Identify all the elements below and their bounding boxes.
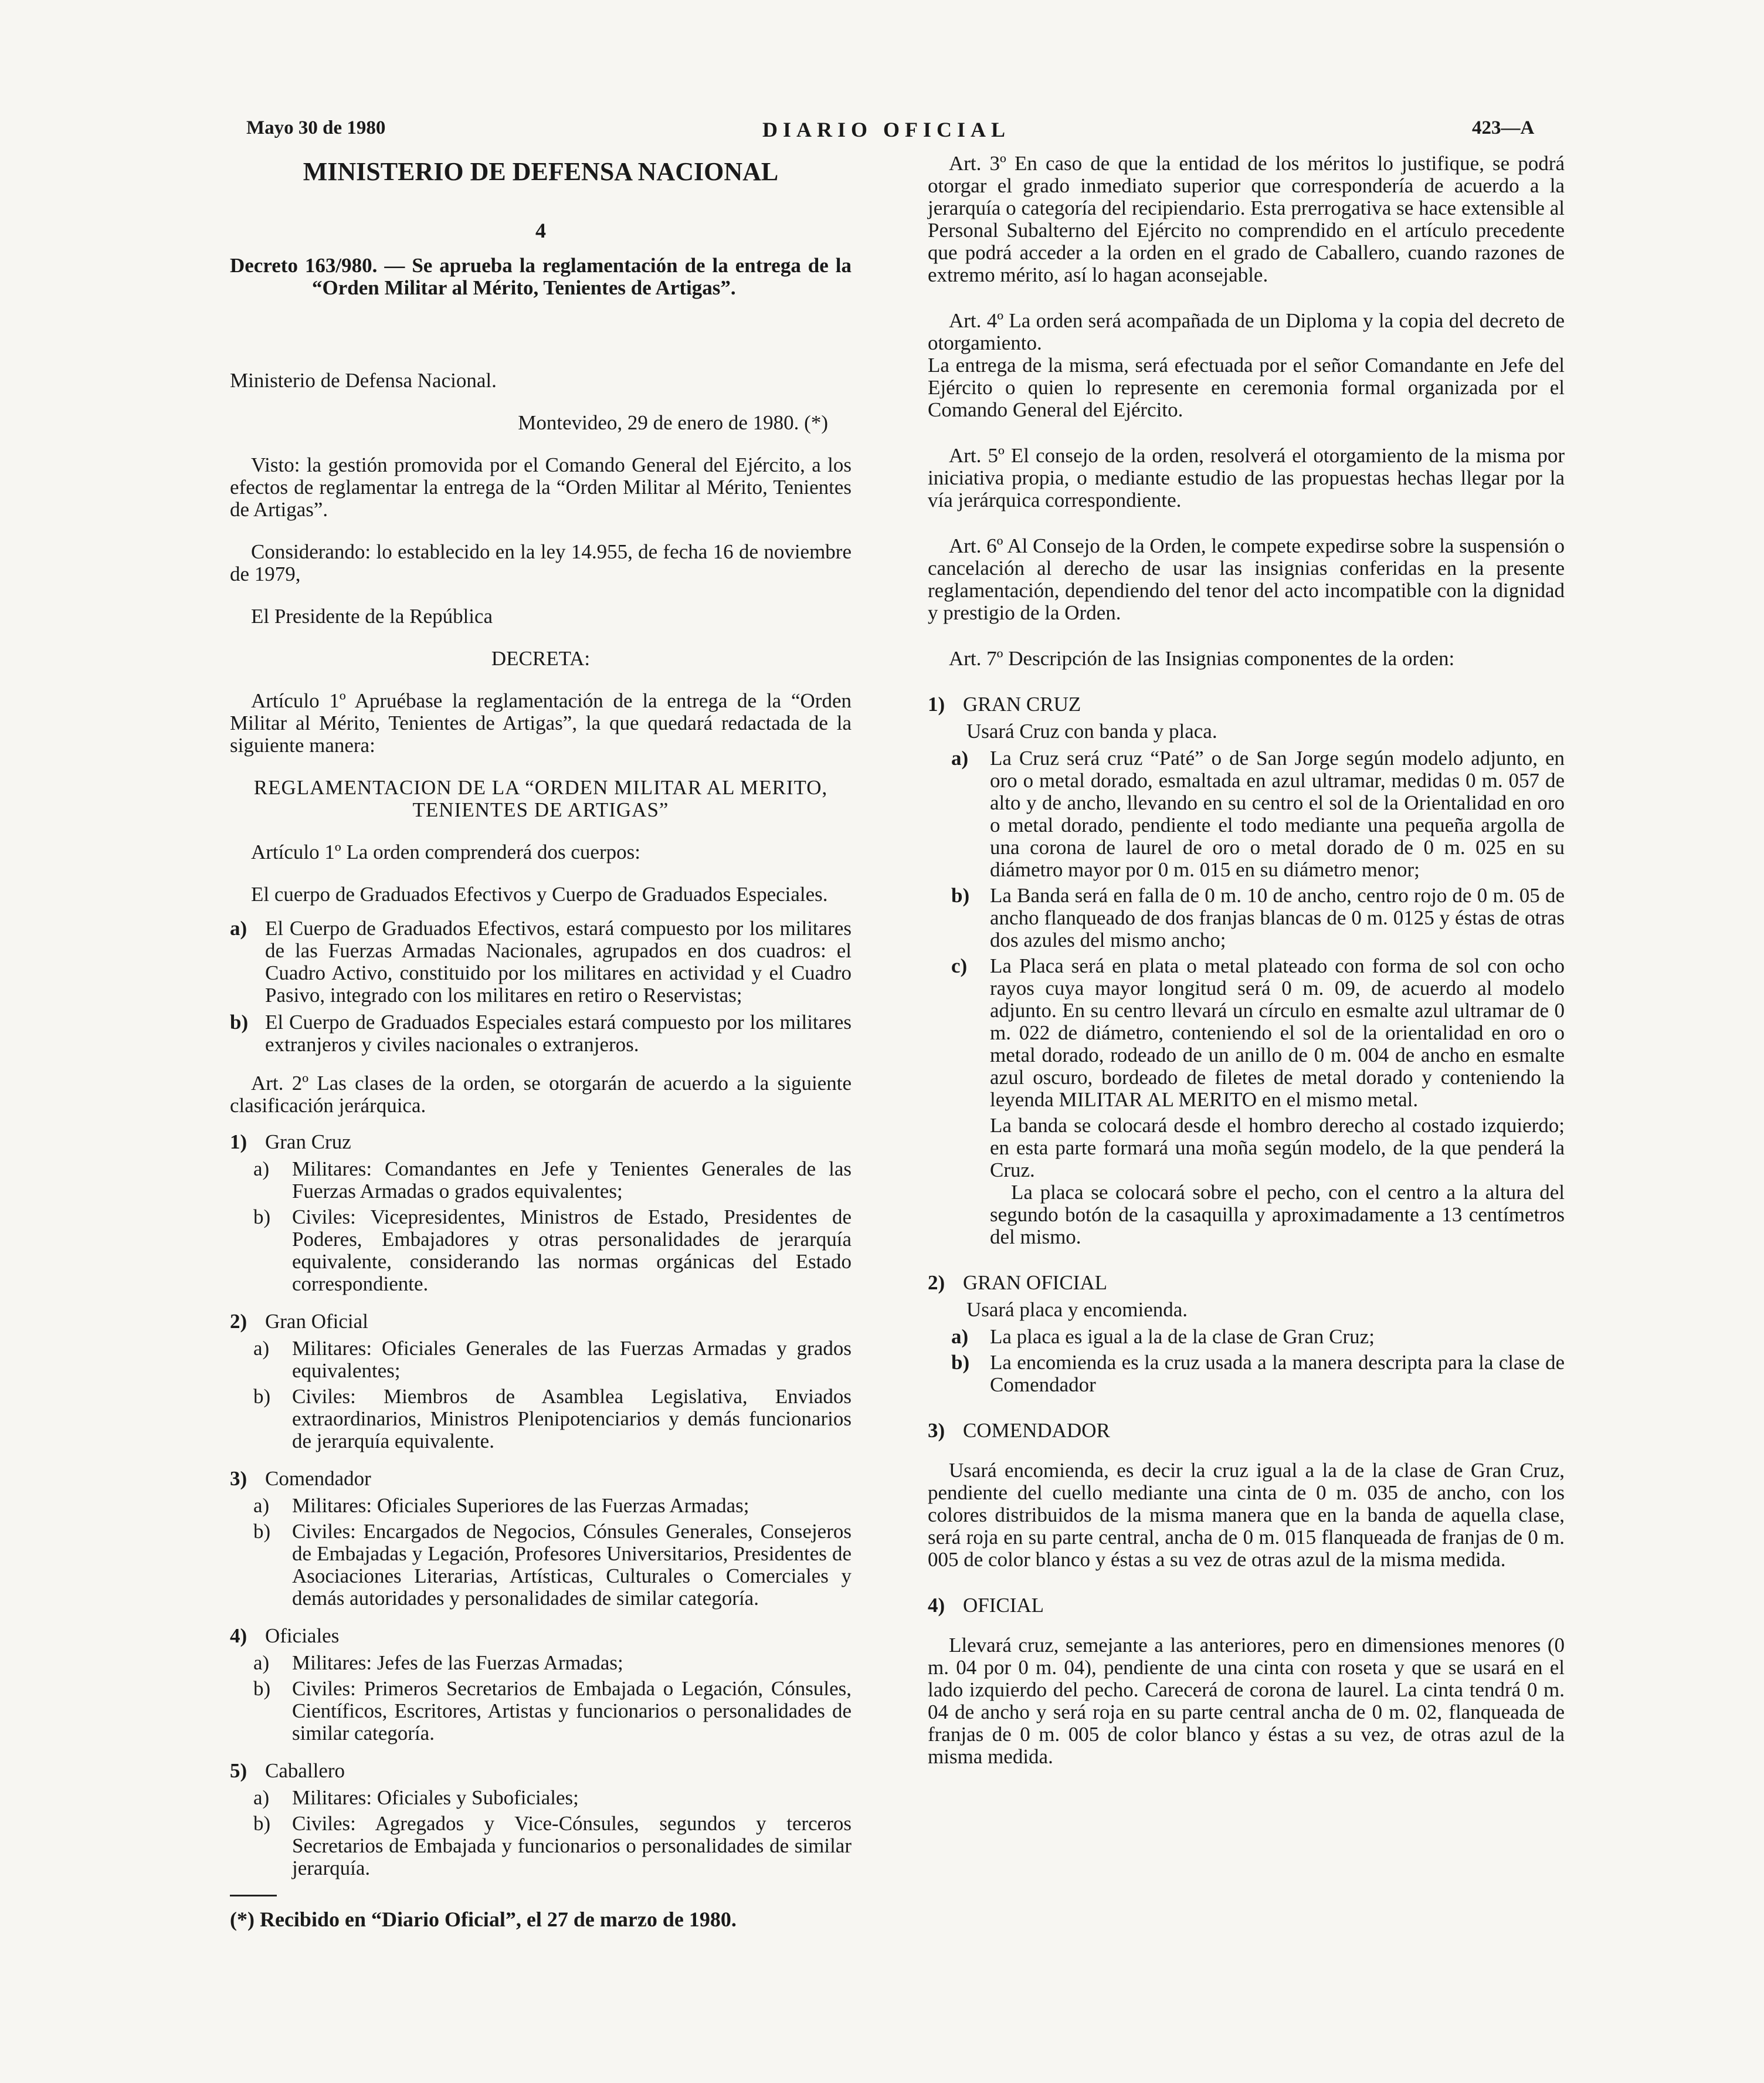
sub-label: a) <box>951 747 969 770</box>
class-name: Comendador <box>265 1467 371 1490</box>
class-name: Gran Cruz <box>265 1130 351 1153</box>
section-title: GRAN CRUZ <box>963 693 1081 716</box>
section-number: 1) <box>928 693 945 716</box>
presidente-line: El Presidente de la República <box>251 605 493 628</box>
sub-label: b) <box>951 1351 970 1374</box>
section-heading-gran-cruz <box>928 693 1565 716</box>
header-journal: DIARIO OFICIAL <box>762 118 1011 141</box>
art4-entrega-paragraph: La entrega de la misma, será efectuada por el señor Comandante en Jefe del Ejército o quien lo represente en ceremonia formal organizada por el Comando General del Ejército. <box>928 354 1565 421</box>
class-number: 3) <box>230 1467 247 1490</box>
sub-text: Militares: Comandantes en Jefe y Tenientes Generales de las Fuerzas Armadas o grados equivalentes; <box>292 1157 852 1203</box>
sub-text: La Cruz será cruz “Paté” o de San Jorge según modelo adjunto, en oro o metal dorado, esmaltada en azul ultramar, medidas 0 m. 057 de alto y de ancho, llevando en su centro el sol de la Orientalidad en oro o metal dorado, pendiente el todo mediante una pequeña argolla de una corona de laurel de oro o metal dorado de 0 m. 025 en su diámetro mayor por 0 m. 015 en su diámetro menor; <box>990 747 1565 881</box>
ministry-line: Ministerio de Defensa Nacional. <box>230 369 497 392</box>
sub-label: b) <box>253 1812 271 1835</box>
art6-paragraph: Art. 6º Al Consejo de la Orden, le compete expedirse sobre la suspensión o cancelación al derecho de usar las insignias conferidas en la presente reglamentación, dependiendo del tenor del acto incompatible con la dignidad y prestigio de la Orden. <box>928 534 1565 624</box>
sub-label: a) <box>253 1651 270 1674</box>
section-heading-oficial <box>928 1594 1565 1617</box>
sub-text: La placa es igual a la de la clase de Gran Cruz; <box>990 1325 1375 1348</box>
ministry-title: MINISTERIO DE DEFENSA NACIONAL <box>303 157 779 186</box>
item-text: El Cuerpo de Graduados Especiales estará compuesto por los militares extranjeros y civiles nacionales o extranjeros. <box>265 1011 852 1056</box>
list-item <box>951 1352 1565 1396</box>
sub-label: a) <box>253 1157 270 1180</box>
footnote: (*) Recibido en “Diario Oficial”, el 27 de marzo de 1980. <box>230 1908 737 1931</box>
class-group-5 <box>230 1760 852 1879</box>
articulo-1: Artículo 1º Apruébase la reglamentación de la entrega de la “Orden Militar al Mérito, Tenientes de Artigas”, la que quedará redactada de la siguiente manera: <box>230 689 852 757</box>
class-number: 4) <box>230 1624 247 1647</box>
sub-text: Civiles: Agregados y Vice-Cónsules, segundos y terceros Secretarios de Embajada y funcionarios o personalidades de similar jerarquía. <box>292 1812 852 1879</box>
considerando-paragraph: Considerando: lo establecido en la ley 14.955, de fecha 16 de noviembre de 1979, <box>230 540 852 585</box>
list-item <box>951 885 1565 951</box>
sub-label: b) <box>253 1385 271 1408</box>
sub-label: a) <box>951 1325 969 1348</box>
sub-text: La Placa será en plata o metal plateado con forma de sol con ocho rayos cuya mayor longitud será 0 m. 09, de acuerdo al modelo adjunto. En su centro llevará un círculo en esmalte azul ultramar de 0 m. 022 de diámetro, conteniendo el sol de la orientalidad en oro o metal dorado, rodeado de un anillo de 0 m. 004 de ancho en esmalte azul oscuro, bordeado de filetes de metal dorado y conteniendo la leyenda MILITAR AL MERITO en el mismo metal. <box>990 954 1565 1111</box>
footnote-rule <box>230 1895 277 1896</box>
class-group-4 <box>230 1625 852 1745</box>
art2-paragraph: Art. 2º Las clases de la orden, se otorgarán de acuerdo a la siguiente clasificación jerárquica. <box>230 1072 852 1117</box>
left-column <box>230 153 852 1930</box>
sub-label: c) <box>951 954 968 977</box>
list-item <box>951 955 1565 1111</box>
sub-text: Civiles: Vicepresidentes, Ministros de Estado, Presidentes de Poderes, Embajadores y otras personalidades de jerarquía equivalente, considerando las normas orgánicas del Estado correspondiente. <box>292 1205 852 1295</box>
sub-text: Civiles: Primeros Secretarios de Embajada o Legación, Cónsules, Científicos, Escritores, Artistas y funcionarios o personalidades de similar categoría. <box>292 1677 852 1745</box>
place-date: Montevideo, 29 de enero de 1980. (*) <box>518 411 828 434</box>
list-item <box>951 747 1565 881</box>
sub-label: b) <box>253 1520 271 1543</box>
sub-text: Civiles: Encargados de Negocios, Cónsules Generales, Consejeros de Embajadas y Legación, Profesores Universitarios, Presidentes de Asociaciones Literarias, Artísticas, Culturales o Comerciales y demás autoridades y personalidades de similar categoría. <box>292 1520 852 1610</box>
section-heading-comendador <box>928 1420 1565 1442</box>
gran-oficial-intro: Usará placa y encomienda. <box>966 1298 1188 1321</box>
section-title: OFICIAL <box>963 1594 1044 1617</box>
art1-body: Artículo 1º La orden comprenderá dos cuerpos: <box>251 841 640 863</box>
list-item <box>230 1011 852 1056</box>
visto-paragraph: Visto: la gestión promovida por el Comando General del Ejército, a los efectos de reglamentar la entrega de la “Orden Militar al Mérito, Tenientes de Artigas”. <box>230 453 852 521</box>
sub-text: Militares: Oficiales Generales de las Fuerzas Armadas y grados equivalentes; <box>292 1337 852 1382</box>
art7-paragraph: Art. 7º Descripción de las Insignias componentes de la orden: <box>949 647 1455 670</box>
art5-paragraph: Art. 5º El consejo de la orden, resolverá el otorgamiento de la misma por iniciativa propia, o mediante estudio de las propuestas hechas llegar por la vía jerárquica correspondiente. <box>928 444 1565 512</box>
sub-text: La Banda será en falla de 0 m. 10 de ancho, centro rojo de 0 m. 05 de ancho flanqueado de dos franjas blancas de 0 m. 0125 y éstas de otras dos azules del mismo ancho; <box>990 884 1565 951</box>
section-number: 4) <box>928 1594 945 1617</box>
list-item <box>230 917 852 1007</box>
comendador-text: Usará encomienda, es decir la cruz igual a la de la clase de Gran Cruz, pendiente del cuello mediante una cinta de 0 m. 035 de ancho, con los colores distribuidos de la misma manera que en la banda de aquella clase, será roja en su parte central, ancha de 0 m. 015 flanqueada de franjas de 0 m. 005 de color blanco y éstas a su vez de otras azul de la misma medida. <box>928 1459 1565 1571</box>
sub-label: b) <box>253 1677 271 1700</box>
sub-label: b) <box>951 884 970 907</box>
list-item <box>951 1326 1565 1348</box>
class-name: Gran Oficial <box>265 1310 368 1333</box>
section-number: 3) <box>928 1419 945 1442</box>
section-heading-gran-oficial <box>928 1272 1565 1294</box>
sub-text: La encomienda es la cruz usada a la manera descripta para la clase de Comendador <box>990 1351 1565 1396</box>
cuerpos-paragraph: El cuerpo de Graduados Efectivos y Cuerpo de Graduados Especiales. <box>251 883 828 906</box>
sub-text: Militares: Oficiales Superiores de las Fuerzas Armadas; <box>292 1494 749 1517</box>
item-label: b) <box>230 1011 249 1034</box>
header-page-number: 423—A <box>1472 117 1535 138</box>
decree-title: Decreto 163/980. — Se aprueba la reglamentación de la entrega de la “Orden Militar al Mérito, Tenientes de Artigas”. <box>230 254 852 299</box>
decree-number: 4 <box>535 219 546 242</box>
sub-text: Militares: Oficiales y Suboficiales; <box>292 1786 579 1809</box>
oficial-text: Llevará cruz, semejante a las anteriores, pero en dimensiones menores (0 m. 04 por 0 m. 04), pendiente de una cinta con roseta y que se usará en el lado izquierdo del pecho. Carecerá de corona de laurel. La cinta tendrá 0 m. 04 de ancho y será roja en su parte central ancha de 0 m. 02, flanqueada de franjas de 0 m. 005 de color blanco y éstas a su vez, de otras azul de la misma medida. <box>928 1634 1565 1768</box>
sub-label: a) <box>253 1494 270 1517</box>
header-date: Mayo 30 de 1980 <box>246 117 386 138</box>
art3-paragraph: Art. 3º En caso de que la entidad de los méritos lo justifique, se podrá otorgar el grado inmediato superior que correspondería de acuerdo a la jerarquía o categoría del recipiendario. Esta prerrogativa se hace extensible al Personal Subalterno del Ejército no comprendido en el artículo precedente que podrá acceder a la orden en el grado de Caballero, cuando razones de extremo mérito, así lo hagan aconsejable. <box>928 152 1565 286</box>
section-title: COMENDADOR <box>963 1419 1110 1442</box>
section-number: 2) <box>928 1271 945 1294</box>
sub-text: Militares: Jefes de las Fuerzas Armadas; <box>292 1651 623 1674</box>
class-group-3 <box>230 1468 852 1610</box>
right-column <box>928 153 1565 1788</box>
class-number: 5) <box>230 1759 247 1782</box>
class-name: Oficiales <box>265 1624 340 1647</box>
class-name: Caballero <box>265 1759 345 1782</box>
gran-cruz-intro: Usará Cruz con banda y placa. <box>966 720 1217 743</box>
art4-paragraph: Art. 4º La orden será acompañada de un Diploma y la copia del decreto de otorgamiento. <box>928 309 1565 354</box>
gran-cruz-banda: La banda se colocará desde el hombro derecho al costado izquierdo; en esta parte formará una moña según modelo, de la que penderá la Cruz. <box>990 1114 1565 1181</box>
sub-text: Civiles: Miembros de Asamblea Legislativa, Enviados extraordinarios, Ministros Plenipotenciarios y demás funcionarios de jerarquía equivalente. <box>292 1385 852 1452</box>
gran-cruz-placa: La placa se colocará sobre el pecho, con el centro a la altura del segundo botón de la casaquilla y aproximadamente a 13 centímetros del mismo. <box>990 1181 1565 1248</box>
item-label: a) <box>230 917 247 940</box>
item-text: El Cuerpo de Graduados Efectivos, estará compuesto por los militares de las Fuerzas Armadas Nacionales, agrupados en dos cuadros: el Cuadro Activo, constituido por los militares en actividad y el Cuadro Pasivo, integrado con los militares en retiro o Reservistas; <box>265 917 852 1007</box>
class-number: 2) <box>230 1310 247 1333</box>
sub-label: b) <box>253 1205 271 1228</box>
class-group-2 <box>230 1310 852 1452</box>
class-group-1 <box>230 1131 852 1295</box>
reglamentacion-title: REGLAMENTACION DE LA “ORDEN MILITAR AL MERITO, TENIENTES DE ARTIGAS” <box>253 776 828 821</box>
sub-label: a) <box>253 1337 270 1360</box>
decreta-heading: DECRETA: <box>491 647 591 670</box>
section-title: GRAN OFICIAL <box>963 1271 1107 1294</box>
class-number: 1) <box>230 1130 247 1153</box>
sub-label: a) <box>253 1786 270 1809</box>
